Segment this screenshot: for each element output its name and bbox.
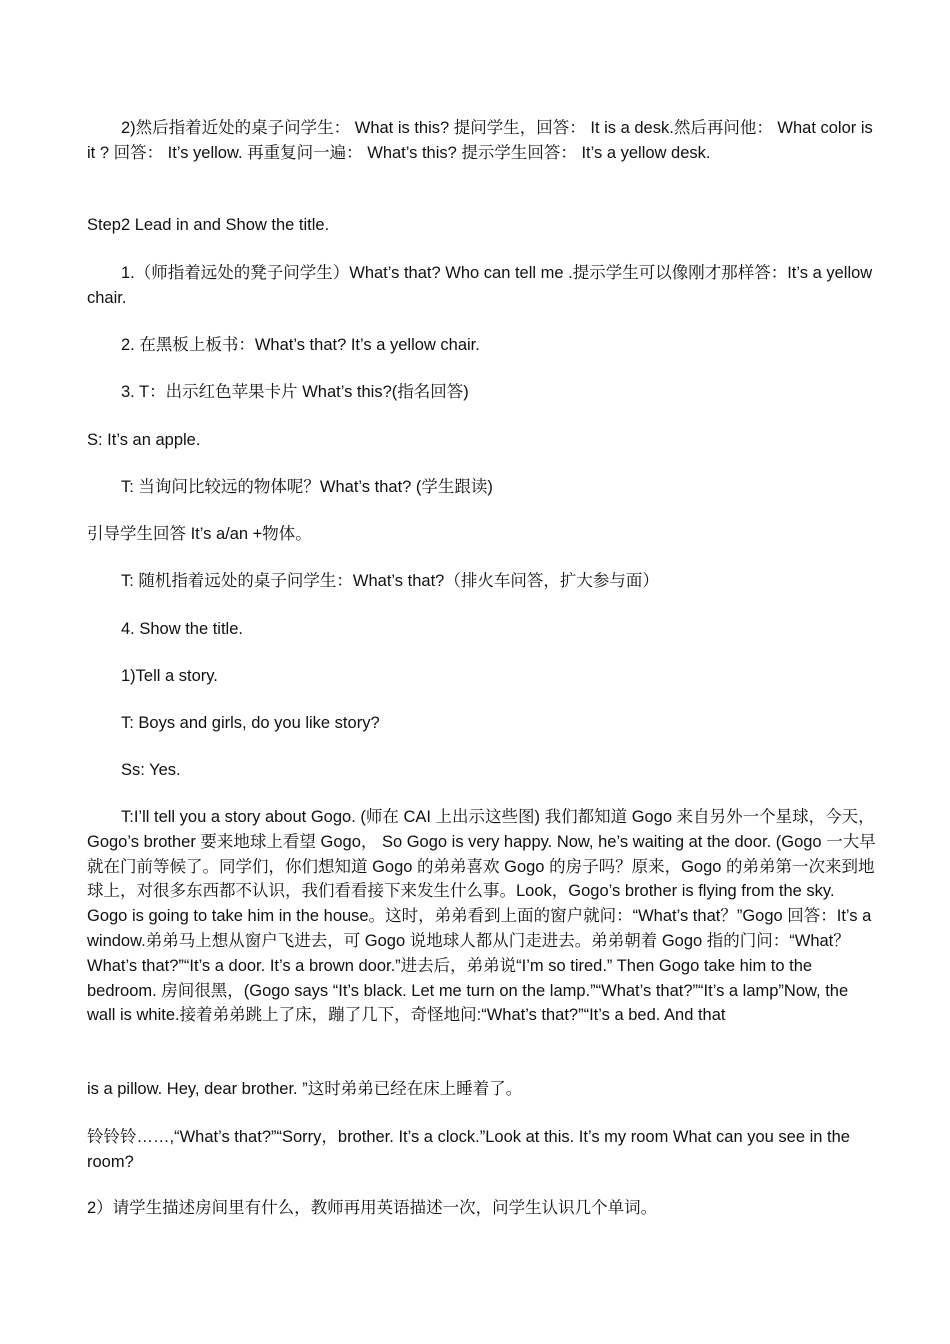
paragraph-step2-heading: Step2 Lead in and Show the title. (87, 216, 330, 234)
paragraph-desk-question: 2)然后指着近处的桌子问学生： What is this? 提问学生，回答： It is a desk.然后再问他： What color is it ? 回答： It’s yellow. 再重复问一遍： What’s this? 提示学生回答： It’s a yellow desk. (87, 119, 873, 162)
paragraph-describe-room: 2）请学生描述房间里有什么，教师再用英语描述一次，问学生认识几个单词。 (87, 1199, 658, 1217)
paragraph-blackboard: 2. 在黑板上板书：What’s that? It’s a yellow chair. (121, 336, 480, 354)
paragraph-guide-answer: 引导学生回答 It’s a/an +物体。 (87, 525, 312, 543)
paragraph-teacher-question: T: Boys and girls, do you like story? (121, 714, 380, 732)
paragraph-show-title: 4. Show the title. (121, 620, 243, 638)
paragraph-student-answer: S: It’s an apple. (87, 431, 201, 449)
paragraph-students-yes: Ss: Yes. (121, 761, 181, 779)
paragraph-far-object: T: 当询问比较远的物体呢？What’s that? (学生跟读) (121, 478, 493, 496)
paragraph-chair-question: 1.（师指着远处的凳子问学生）What’s that? Who can tell me .提示学生可以像刚才那样答：It’s a yellow chair. (87, 264, 873, 307)
paragraph-apple-card: 3. T：出示红色苹果卡片 What’s this?(指名回答) (121, 383, 469, 401)
paragraph-gogo-story: T:I’ll tell you a story about Gogo. (师在 CAI 上出示这些图) 我们都知道 Gogo 来自另外一个星球，今天，Gogo’s brother 要来地球上看望 Gogo， So Gogo is very happy. Now, he’s waiting at the door. (Gogo 一大早就在门前等候了。同学们，你们想知道 Gogo 的弟弟喜欢 Gogo 的房子吗？原来，Gogo 的弟弟第一次来到地球上，对很多东西都不认识，我们看看接下来发生什么事。Look，Gogo’s brother is flying from the sky. Gogo is going to take him in the house。这时，弟弟看到上面的窗户就问：“What’s that？”Gogo 回答：It’s a window.弟弟马上想从窗户飞进去，可 Gogo 说地球人都从门走进去。弟弟朝着 Gogo 指的门问：“What？ What’s that?”“It’s a door. It’s a brown door.”进去后，弟弟说“I’m so tired.” Then Gogo take him to the bedroom. 房间很黑，(Gogo says “It’s black. Let me turn on the lamp.”“What’s that?”“It’s a lamp”Now, the wall is white.接着弟弟跳上了床，蹦了几下，奇怪地问:“What’s that?”“It’s a bed. And that (87, 808, 876, 1025)
paragraph-tell-story: 1)Tell a story. (121, 667, 218, 685)
paragraph-pillow: is a pillow. Hey, dear brother. ”这时弟弟已经在床上睡着了。 (87, 1080, 523, 1098)
paragraph-random-question: T: 随机指着远处的桌子问学生：What’s that?（排火车问答，扩大参与面） (121, 572, 659, 590)
paragraph-clock: 铃铃铃……,“What’s that?”“Sorry，brother. It’s a clock.”Look at this. It’s my room What can you see in the room? (87, 1128, 850, 1171)
